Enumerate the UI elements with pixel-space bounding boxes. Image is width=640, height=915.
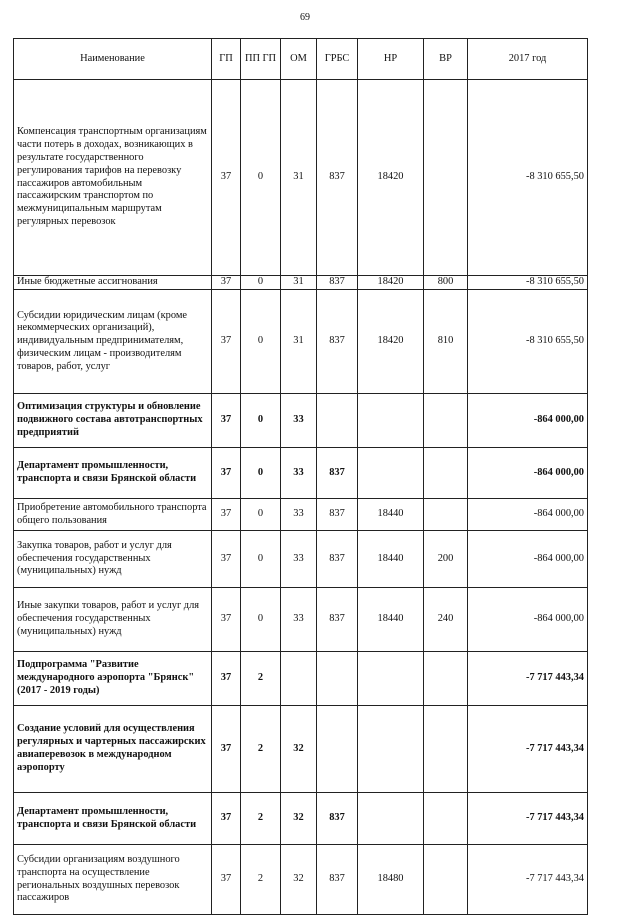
row-name: Иные бюджетные ассигнования bbox=[14, 276, 212, 290]
row-name: Приобретение автомобильного транспорта общего пользования bbox=[14, 499, 212, 531]
row-om: 31 bbox=[281, 276, 317, 290]
row-om: 32 bbox=[281, 706, 317, 793]
row-name: Оптимизация структуры и обновление подвижного состава автотранспортных предприятий bbox=[14, 394, 212, 448]
row-amount: -8 310 655,50 bbox=[468, 290, 588, 394]
row-om: 33 bbox=[281, 448, 317, 499]
row-ppgp: 0 bbox=[241, 276, 281, 290]
row-om: 33 bbox=[281, 531, 317, 588]
row-vr: 240 bbox=[424, 588, 468, 652]
row-nr: 18440 bbox=[358, 588, 424, 652]
table-row bbox=[14, 394, 588, 448]
row-name: Подпрограмма "Развитие международного аэропорта "Брянск" (2017 - 2019 годы) bbox=[14, 652, 212, 706]
row-amount: -7 717 443,34 bbox=[468, 845, 588, 915]
row-om: 33 bbox=[281, 588, 317, 652]
row-nr: 18420 bbox=[358, 276, 424, 290]
row-nr bbox=[358, 793, 424, 845]
row-amount: -7 717 443,34 bbox=[468, 793, 588, 845]
row-gp: 37 bbox=[212, 276, 241, 290]
table-row bbox=[14, 499, 588, 531]
row-amount: -7 717 443,34 bbox=[468, 706, 588, 793]
row-nr bbox=[358, 706, 424, 793]
row-vr bbox=[424, 652, 468, 706]
col-header-vr: ВР bbox=[424, 39, 468, 80]
row-grbs: 837 bbox=[317, 793, 358, 845]
row-gp: 37 bbox=[212, 290, 241, 394]
table-row bbox=[14, 80, 588, 276]
row-ppgp: 0 bbox=[241, 290, 281, 394]
row-ppgp: 2 bbox=[241, 845, 281, 915]
col-header-year: 2017 год bbox=[468, 39, 588, 80]
table-row bbox=[14, 531, 588, 588]
row-grbs bbox=[317, 394, 358, 448]
row-amount: -8 310 655,50 bbox=[468, 80, 588, 276]
row-nr: 18440 bbox=[358, 531, 424, 588]
row-name: Создание условий для осуществления регулярных и чартерных пассажирских авиаперевозок в международном аэропорту bbox=[14, 706, 212, 793]
row-om: 32 bbox=[281, 793, 317, 845]
row-ppgp: 2 bbox=[241, 706, 281, 793]
row-vr bbox=[424, 394, 468, 448]
row-grbs bbox=[317, 706, 358, 793]
row-name: Субсидии юридическим лицам (кроме некоммерческих организаций), индивидуальным предпринимателям, физическим лицам - производителям товаров, работ, услуг bbox=[14, 290, 212, 394]
row-amount: -864 000,00 bbox=[468, 499, 588, 531]
row-ppgp: 0 bbox=[241, 588, 281, 652]
row-ppgp: 0 bbox=[241, 499, 281, 531]
col-header-om: ОМ bbox=[281, 39, 317, 80]
col-header-grbs: ГРБС bbox=[317, 39, 358, 80]
col-header-nr: НР bbox=[358, 39, 424, 80]
page-number: 69 bbox=[300, 12, 310, 23]
row-gp: 37 bbox=[212, 531, 241, 588]
row-vr bbox=[424, 706, 468, 793]
row-name: Департамент промышленности, транспорта и связи Брянской области bbox=[14, 793, 212, 845]
row-vr: 800 bbox=[424, 276, 468, 290]
row-gp: 37 bbox=[212, 394, 241, 448]
row-grbs: 837 bbox=[317, 845, 358, 915]
row-grbs: 837 bbox=[317, 276, 358, 290]
row-amount: -864 000,00 bbox=[468, 588, 588, 652]
row-gp: 37 bbox=[212, 706, 241, 793]
row-nr: 18420 bbox=[358, 80, 424, 276]
row-name: Субсидии организациям воздушного транспорта на осуществление региональных воздушных перевозок пассажиров bbox=[14, 845, 212, 915]
row-vr bbox=[424, 448, 468, 499]
row-om: 32 bbox=[281, 845, 317, 915]
row-amount: -864 000,00 bbox=[468, 448, 588, 499]
row-nr: 18420 bbox=[358, 290, 424, 394]
row-grbs: 837 bbox=[317, 448, 358, 499]
row-gp: 37 bbox=[212, 652, 241, 706]
table-row bbox=[14, 793, 588, 845]
row-om: 31 bbox=[281, 80, 317, 276]
row-nr: 18480 bbox=[358, 845, 424, 915]
col-header-name: Наименование bbox=[14, 39, 212, 80]
row-om: 31 bbox=[281, 290, 317, 394]
row-ppgp: 0 bbox=[241, 80, 281, 276]
row-grbs bbox=[317, 652, 358, 706]
row-ppgp: 0 bbox=[241, 394, 281, 448]
row-amount: -7 717 443,34 bbox=[468, 652, 588, 706]
row-grbs: 837 bbox=[317, 531, 358, 588]
row-nr bbox=[358, 394, 424, 448]
table-header-row bbox=[14, 39, 588, 80]
row-grbs: 837 bbox=[317, 588, 358, 652]
row-ppgp: 2 bbox=[241, 793, 281, 845]
row-amount: -864 000,00 bbox=[468, 394, 588, 448]
table-row bbox=[14, 652, 588, 706]
table-row bbox=[14, 290, 588, 394]
row-vr: 200 bbox=[424, 531, 468, 588]
table-row bbox=[14, 706, 588, 793]
row-gp: 37 bbox=[212, 80, 241, 276]
row-ppgp: 2 bbox=[241, 652, 281, 706]
row-vr bbox=[424, 499, 468, 531]
table-row bbox=[14, 276, 588, 290]
budget-table bbox=[13, 38, 588, 915]
row-grbs: 837 bbox=[317, 80, 358, 276]
row-amount: -8 310 655,50 bbox=[468, 276, 588, 290]
row-vr bbox=[424, 845, 468, 915]
row-nr bbox=[358, 652, 424, 706]
row-gp: 37 bbox=[212, 588, 241, 652]
col-header-gp: ГП bbox=[212, 39, 241, 80]
row-name: Закупка товаров, работ и услуг для обеспечения государственных (муниципальных) нужд bbox=[14, 531, 212, 588]
row-ppgp: 0 bbox=[241, 448, 281, 499]
row-gp: 37 bbox=[212, 499, 241, 531]
row-om bbox=[281, 652, 317, 706]
row-name: Компенсация транспортным организациям части потерь в доходах, возникающих в результате государственного регулирования тарифов на перевозку пассажиров автомобильным пассажирским транспортом по межмуниципальным маршрутам регулярных перевозок bbox=[14, 80, 212, 276]
row-grbs: 837 bbox=[317, 499, 358, 531]
row-vr bbox=[424, 80, 468, 276]
row-gp: 37 bbox=[212, 793, 241, 845]
row-amount: -864 000,00 bbox=[468, 531, 588, 588]
row-om: 33 bbox=[281, 394, 317, 448]
table-row bbox=[14, 588, 588, 652]
row-ppgp: 0 bbox=[241, 531, 281, 588]
row-grbs: 837 bbox=[317, 290, 358, 394]
row-vr: 810 bbox=[424, 290, 468, 394]
row-vr bbox=[424, 793, 468, 845]
row-name: Департамент промышленности, транспорта и связи Брянской области bbox=[14, 448, 212, 499]
table-row bbox=[14, 845, 588, 915]
row-om: 33 bbox=[281, 499, 317, 531]
col-header-ppgp: ПП ГП bbox=[241, 39, 281, 80]
row-nr bbox=[358, 448, 424, 499]
row-gp: 37 bbox=[212, 448, 241, 499]
row-gp: 37 bbox=[212, 845, 241, 915]
row-nr: 18440 bbox=[358, 499, 424, 531]
table-row bbox=[14, 448, 588, 499]
row-name: Иные закупки товаров, работ и услуг для обеспечения государственных (муниципальных) нужд bbox=[14, 588, 212, 652]
